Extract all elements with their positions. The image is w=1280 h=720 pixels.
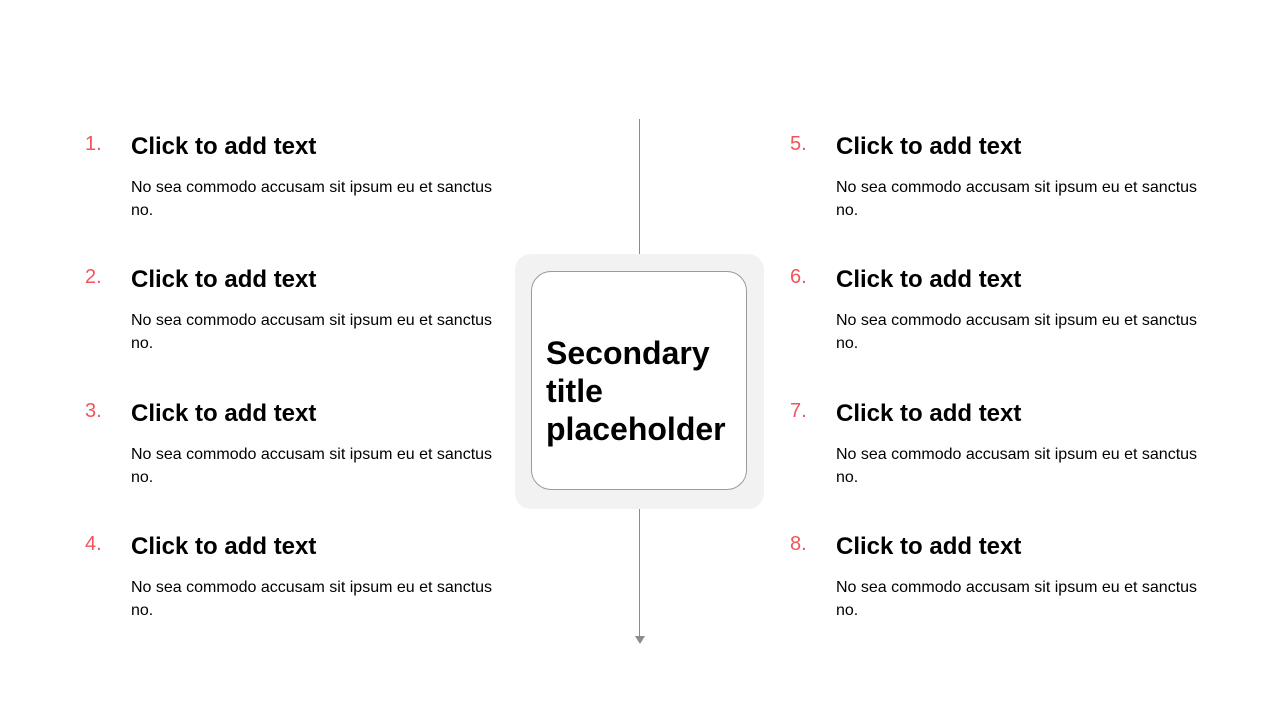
item-title[interactable]: Click to add text <box>836 533 1022 560</box>
item-title[interactable]: Click to add text <box>836 400 1022 427</box>
item-text[interactable]: No sea commodo accusam sit ipsum eu et sanctus no. <box>836 579 1198 619</box>
item-number: 5. <box>790 133 807 155</box>
center-title-box[interactable] <box>531 271 747 490</box>
item-number: 8. <box>790 533 807 555</box>
item-number: 4. <box>85 533 102 555</box>
item-title[interactable]: Click to add text <box>836 133 1022 160</box>
item-title[interactable]: Click to add text <box>131 400 317 427</box>
item-number: 6. <box>790 266 807 288</box>
item-number: 7. <box>790 400 807 422</box>
item-title[interactable]: Click to add text <box>131 133 317 160</box>
item-text[interactable]: No sea commodo accusam sit ipsum eu et sanctus no. <box>131 579 493 619</box>
item-number: 1. <box>85 133 102 155</box>
item-number: 2. <box>85 266 102 288</box>
item-text[interactable]: No sea commodo accusam sit ipsum eu et sanctus no. <box>131 446 493 486</box>
secondary-title[interactable]: Secondary title placeholder <box>546 334 726 447</box>
item-text[interactable]: No sea commodo accusam sit ipsum eu et sanctus no. <box>131 312 493 352</box>
item-title[interactable]: Click to add text <box>131 266 317 293</box>
item-text[interactable]: No sea commodo accusam sit ipsum eu et sanctus no. <box>131 179 493 219</box>
item-text[interactable]: No sea commodo accusam sit ipsum eu et sanctus no. <box>836 446 1198 486</box>
arrow-down-icon <box>635 636 645 644</box>
item-title[interactable]: Click to add text <box>131 533 317 560</box>
item-text[interactable]: No sea commodo accusam sit ipsum eu et sanctus no. <box>836 312 1198 352</box>
item-title[interactable]: Click to add text <box>836 266 1022 293</box>
item-text[interactable]: No sea commodo accusam sit ipsum eu et sanctus no. <box>836 179 1198 219</box>
item-number: 3. <box>85 400 102 422</box>
